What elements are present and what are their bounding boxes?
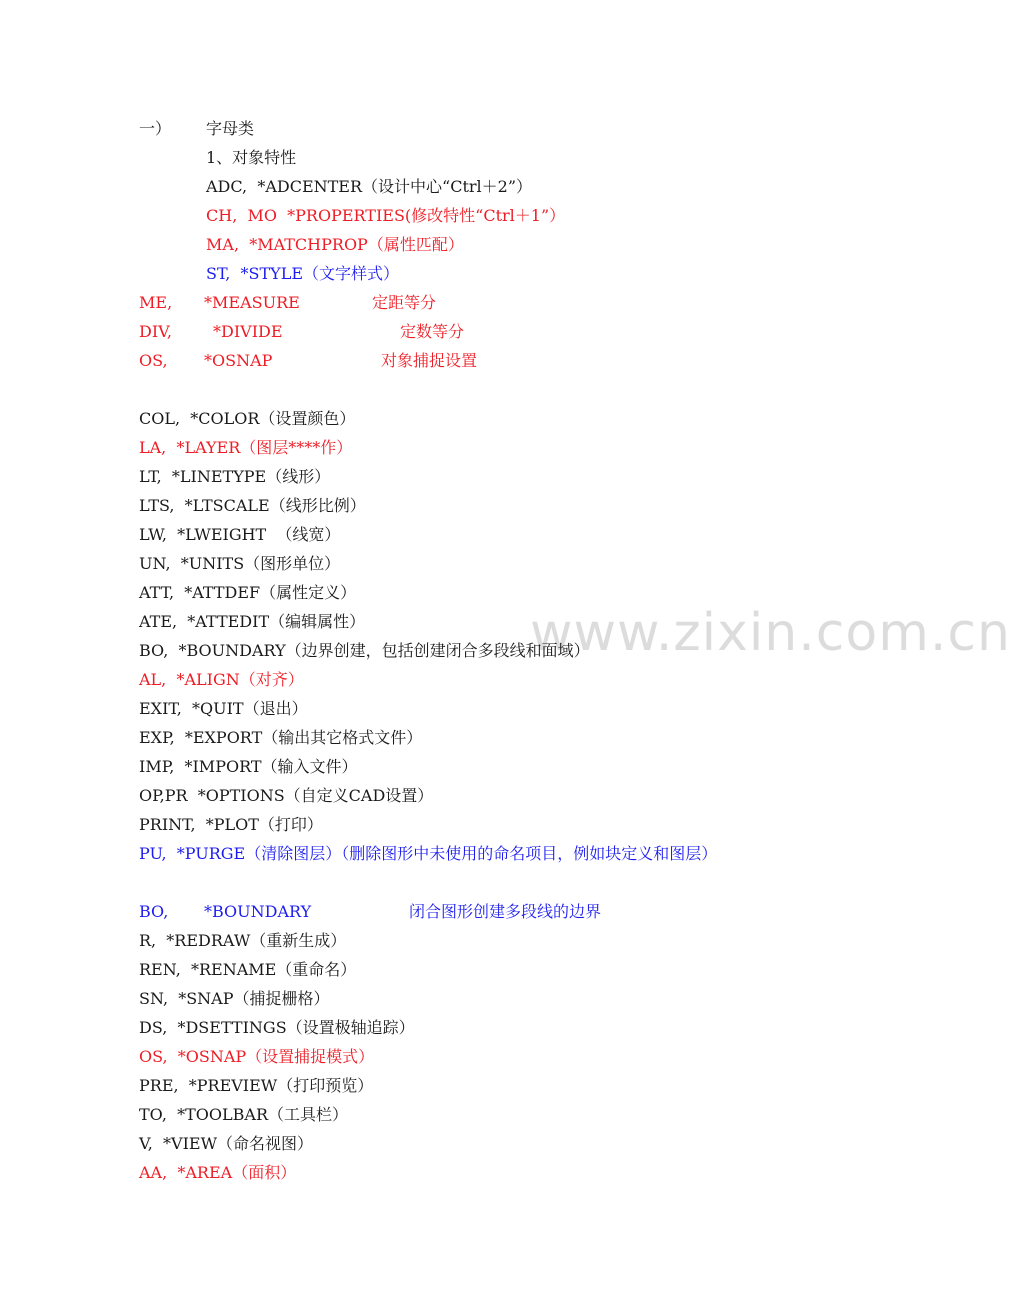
command-line: REN, *RENAME（重命名）: [139, 960, 357, 979]
command-line: LW, *LWEIGHT （线宽）: [139, 525, 341, 544]
watermark: www.zixin.com.cn: [530, 603, 1011, 663]
section-heading: [139, 117, 255, 141]
command-line: AL, *ALIGN（对齐）: [139, 670, 304, 689]
command-line: SN, *SNAP（捕捉栅格）: [139, 989, 330, 1008]
command-line: AA, *AREA（面积）: [139, 1163, 297, 1182]
subheading: 1、对象特性: [206, 148, 297, 167]
command-line: ADC, *ADCENTER（设计中心“Ctrl＋2”）: [206, 177, 532, 196]
command-line: LTS, *LTSCALE（线形比例）: [139, 496, 366, 515]
command-line: PRE, *PREVIEW（打印预览）: [139, 1076, 374, 1095]
command-line: EXIT, *QUIT（退出）: [139, 699, 308, 718]
command-line: ATE, *ATTEDIT（编辑属性）: [139, 612, 366, 631]
command-line: ST, *STYLE（文字样式）: [206, 264, 400, 283]
heading-text: 字母类: [206, 119, 255, 138]
command-cmd: OS,: [139, 351, 168, 370]
command-desc: 定数等分: [400, 322, 465, 341]
command-line: R, *REDRAW（重新生成）: [139, 931, 347, 950]
command-line: COL, *COLOR（设置颜色）: [139, 409, 356, 428]
command-line: UN, *UNITS（图形单位）: [139, 554, 341, 573]
command-alias: *DIVIDE: [213, 322, 283, 341]
command-line: EXP, *EXPORT（输出其它格式文件）: [139, 728, 423, 747]
command-line: PU, *PURGE（清除图层）（删除图形中未使用的命名项目，例如块定义和图层）: [139, 844, 718, 863]
command-line: CH, MO *PROPERTIES(修改特性“Ctrl＋1”）: [206, 206, 566, 225]
boundary-cmd: BO,: [139, 902, 169, 921]
command-alias: *MEASURE: [204, 293, 300, 312]
command-desc: 定距等分: [372, 293, 437, 312]
command-line: IMP, *IMPORT（输入文件）: [139, 757, 358, 776]
command-line: LA, *LAYER（图层****作）: [139, 438, 353, 457]
command-line: ATT, *ATTDEF（属性定义）: [139, 583, 357, 602]
heading-number: 一）: [139, 119, 172, 138]
command-desc: 对象捕捉设置: [381, 351, 478, 370]
boundary-desc: 闭合图形创建多段线的边界: [409, 902, 602, 921]
command-line: BO, *BOUNDARY（边界创建，包括创建闭合多段线和面域）: [139, 641, 590, 660]
boundary-line: [139, 900, 602, 924]
command-line: DS, *DSETTINGS（设置极轴追踪）: [139, 1018, 415, 1037]
command-alias: *OSNAP: [204, 351, 273, 370]
command-line: TO, *TOOLBAR（工具栏）: [139, 1105, 349, 1124]
boundary-alias: *BOUNDARY: [204, 902, 312, 921]
command-cmd: ME,: [139, 293, 173, 312]
command-line: OS, *OSNAP（设置捕捉模式）: [139, 1047, 375, 1066]
command-line: LT, *LINETYPE（线形）: [139, 467, 331, 486]
command-cmd: DIV,: [139, 322, 172, 341]
command-line: PRINT, *PLOT（打印）: [139, 815, 323, 834]
command-line: MA, *MATCHPROP（属性匹配）: [206, 235, 464, 254]
command-line: V, *VIEW（命名视图）: [139, 1134, 314, 1153]
command-line: OP,PR *OPTIONS（自定义CAD设置）: [139, 786, 434, 805]
